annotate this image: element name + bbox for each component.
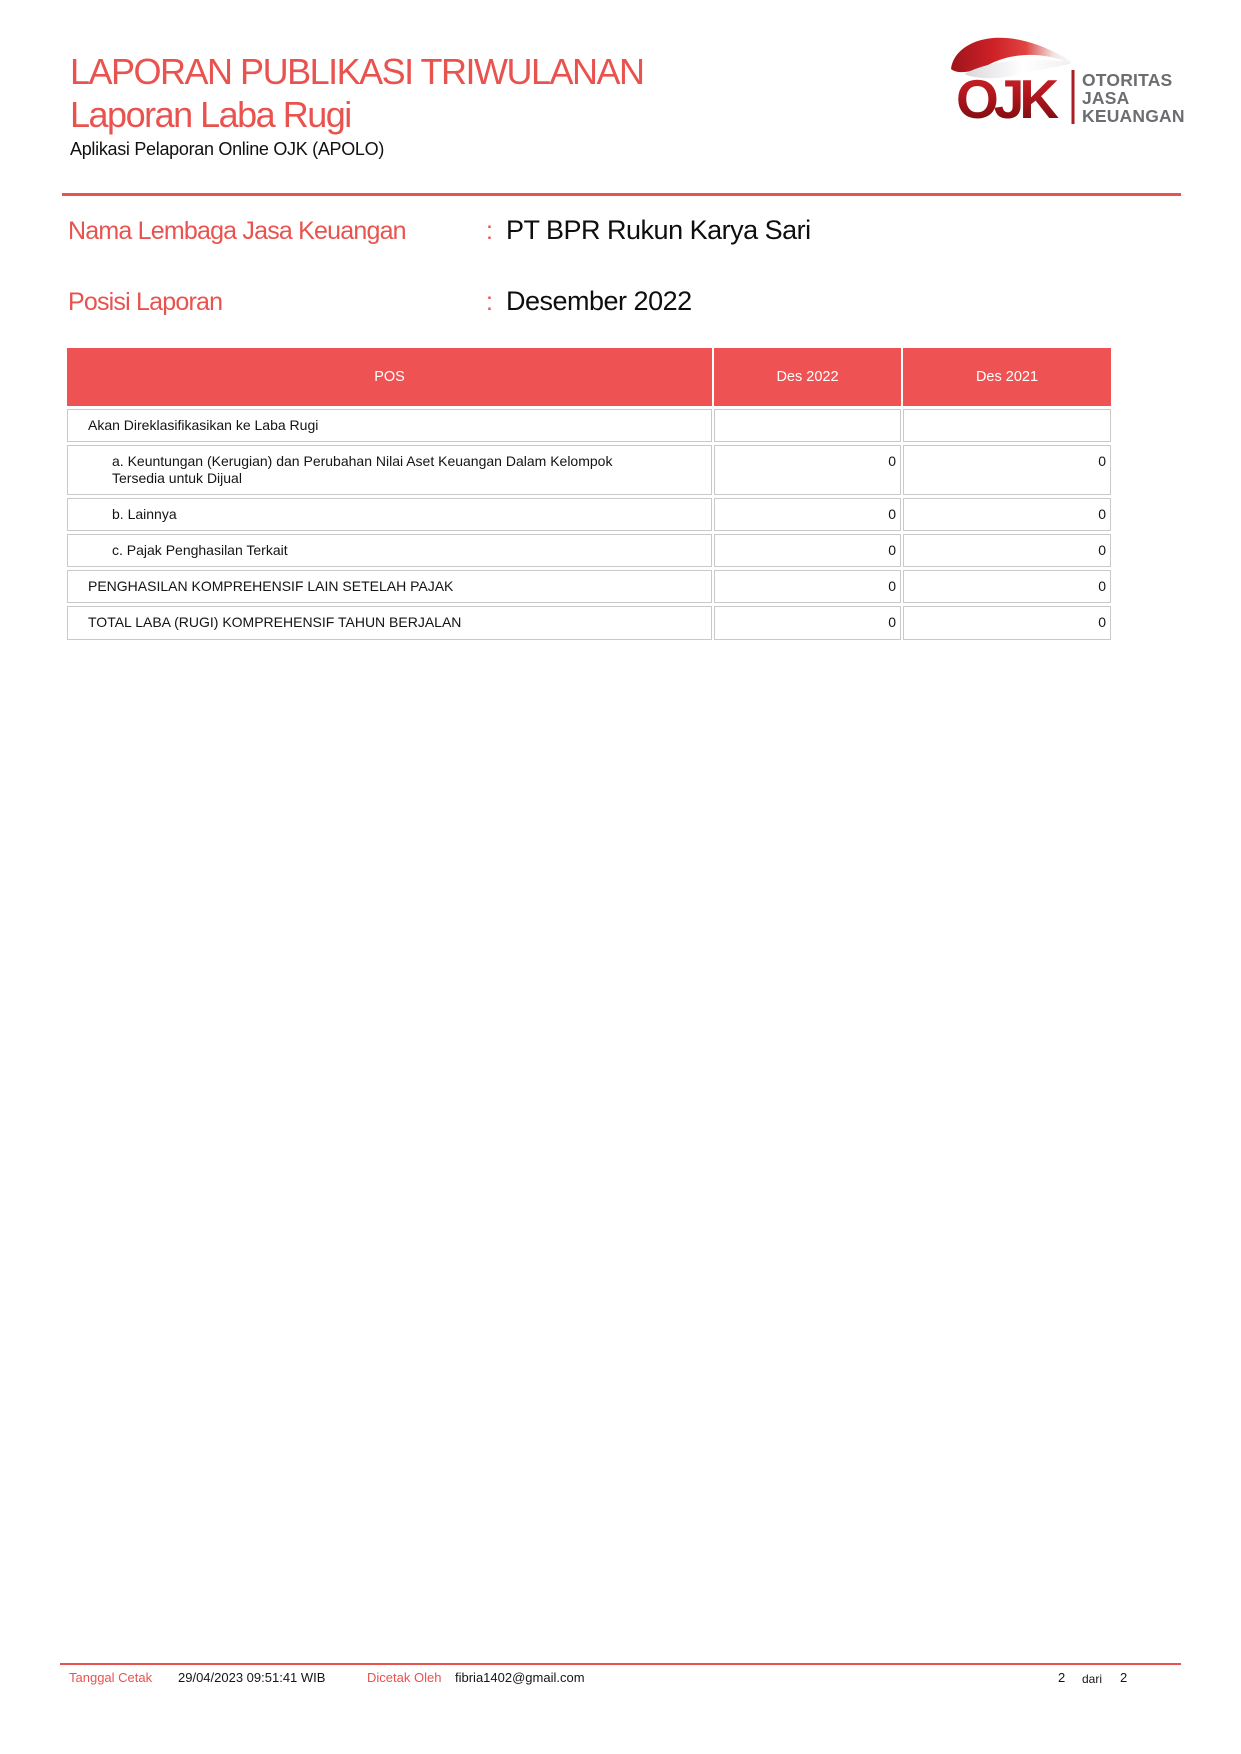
table-row <box>67 498 1111 531</box>
table-row <box>67 445 1111 495</box>
table-row <box>67 570 1111 603</box>
value-des2021-cell: 0 <box>903 534 1111 567</box>
report-position-label: Posisi Laporan <box>68 288 223 316</box>
report-table-wrap <box>65 345 1113 643</box>
column-header-pos: POS <box>67 348 712 406</box>
value-des2021-cell: 0 <box>903 570 1111 603</box>
header-divider <box>62 193 1181 196</box>
value-des2021-cell: 0 <box>903 606 1111 639</box>
institution-colon: : <box>486 217 493 245</box>
report-position-colon: : <box>486 288 493 316</box>
page-of-label: dari <box>1082 1672 1103 1686</box>
value-des2021-cell: 0 <box>903 498 1111 531</box>
report-table <box>65 345 1113 643</box>
logo-divider <box>1072 70 1075 124</box>
pos-cell: b. Lainnya <box>67 498 712 531</box>
logo-org-line: OTORITAS <box>1082 70 1173 90</box>
print-date-label: Tanggal Cetak <box>69 1670 153 1685</box>
column-header-des2021: Des 2021 <box>903 348 1111 406</box>
printed-by-label: Dicetak Oleh <box>367 1670 442 1685</box>
pos-cell: c. Pajak Penghasilan Terkait <box>67 534 712 567</box>
table-row <box>67 534 1111 567</box>
value-des2022-cell: 0 <box>714 534 901 567</box>
institution-label: Nama Lembaga Jasa Keuangan <box>68 217 406 245</box>
pos-cell: a. Keuntungan (Kerugian) dan Perubahan Nilai Aset Keuangan Dalam Kelompok Tersedia untuk Dijual <box>67 445 712 495</box>
page-number-total: 2 <box>1120 1670 1128 1685</box>
pos-cell: PENGHASILAN KOMPREHENSIF LAIN SETELAH PAJAK <box>67 570 712 603</box>
print-date-value: 29/04/2023 09:51:41 WIB <box>178 1670 326 1685</box>
logo-org-line: JASA <box>1082 88 1130 108</box>
logo-org-line: KEUANGAN <box>1082 106 1185 126</box>
report-title-line1: LAPORAN PUBLIKASI TRIWULANAN <box>70 51 644 92</box>
report-app-name: Aplikasi Pelaporan Online OJK (APOLO) <box>70 139 385 159</box>
footer-divider <box>60 1663 1181 1665</box>
column-header-des2022: Des 2022 <box>714 348 901 406</box>
value-des2022-cell: 0 <box>714 445 901 495</box>
value-des2022-cell: 0 <box>714 606 901 639</box>
info-row-institution <box>68 215 811 246</box>
info-row-report-position <box>68 286 692 317</box>
value-des2022-cell: 0 <box>714 570 901 603</box>
pos-cell: TOTAL LABA (RUGI) KOMPREHENSIF TAHUN BERJALAN <box>67 606 712 639</box>
page-number-current: 2 <box>1058 1670 1066 1685</box>
value-des2021-cell <box>903 409 1111 442</box>
table-header-row <box>67 348 1111 406</box>
ojk-monogram: OJK <box>956 68 1055 130</box>
report-position-value: Desember 2022 <box>506 286 692 316</box>
value-des2022-cell <box>714 409 901 442</box>
value-des2021-cell: 0 <box>903 445 1111 495</box>
report-table-body <box>67 409 1111 640</box>
report-title-block <box>70 50 644 136</box>
printed-by-value: fibria1402@gmail.com <box>455 1670 585 1685</box>
ojk-logo <box>948 34 1183 129</box>
institution-value: PT BPR Rukun Karya Sari <box>506 215 811 245</box>
value-des2022-cell: 0 <box>714 498 901 531</box>
table-row <box>67 409 1111 442</box>
report-title-line2: Laporan Laba Rugi <box>70 94 351 135</box>
table-row <box>67 606 1111 639</box>
pos-cell: Akan Direklasifikasikan ke Laba Rugi <box>67 409 712 442</box>
